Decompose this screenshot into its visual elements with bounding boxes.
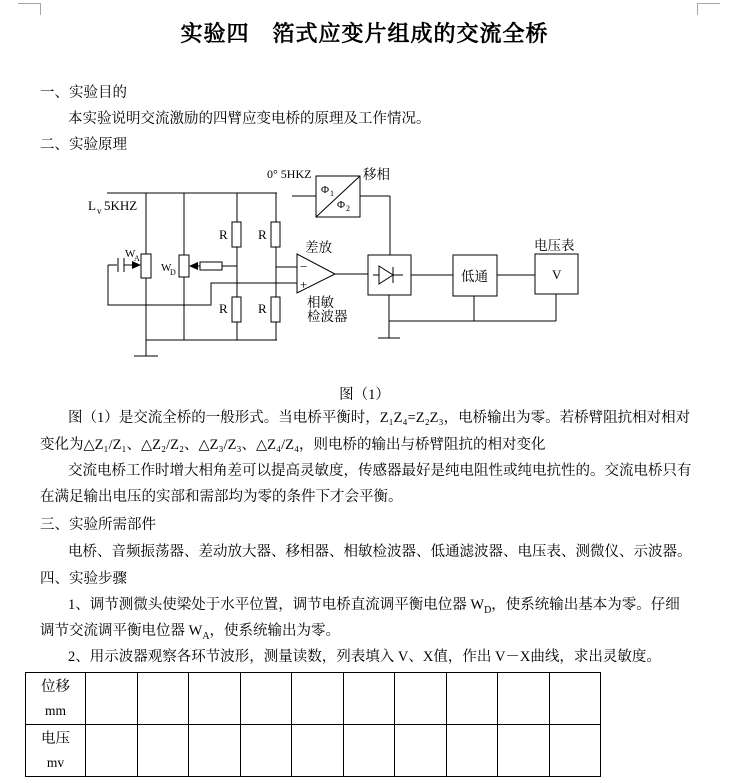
bridge-resistor (258, 297, 280, 322)
table-cell[interactable] (240, 673, 292, 725)
table-row-displacement (26, 673, 601, 725)
step-text: ，使系统输出基本为零。仔细 (491, 597, 680, 613)
table-cell[interactable] (446, 673, 498, 725)
table-cell[interactable] (189, 673, 241, 725)
section-4-heading: 四、实验步骤 (40, 571, 127, 587)
svg-text:低通: 低通 (461, 269, 488, 284)
capacitor-icon (108, 258, 124, 272)
table-cell[interactable] (549, 673, 601, 725)
svg-text:A: A (134, 254, 140, 263)
svg-text:v: v (97, 206, 102, 216)
svg-text:1: 1 (330, 189, 334, 198)
svg-text:检波器: 检波器 (307, 309, 348, 324)
svg-text:+: + (300, 277, 308, 292)
svg-text:相敏: 相敏 (307, 295, 334, 310)
diff-amplifier (297, 240, 368, 324)
table-cell[interactable] (549, 725, 601, 777)
svg-text:电压表: 电压表 (534, 238, 575, 253)
document-title: 实验四 箔式应变片组成的交流全桥 (180, 21, 549, 46)
bridge-output-wires (108, 265, 297, 305)
paragraph-line: 交流电桥工作时增大相角差可以提高灵敏度，传感器最好是纯电阻性或纯电抗性的。交流电桥只有 (68, 463, 692, 479)
row-header-voltage (26, 725, 86, 777)
table-cell[interactable] (395, 725, 447, 777)
row-label: 电压 (41, 730, 70, 747)
section-3-heading: 三、实验所需部件 (40, 517, 156, 533)
table-row-voltage (26, 725, 601, 777)
svg-text:R: R (258, 227, 267, 242)
table-cell[interactable] (240, 725, 292, 777)
subscript: D (484, 604, 492, 616)
svg-text:R: R (219, 227, 228, 242)
bridge-resistor (219, 222, 241, 247)
paragraph-line: 图（1）是交流全桥的一般形式。当电桥平衡时，Z₁Z₄=Z₂Z₃，电桥输出为零。若桥臂阻抗相对相对 (68, 410, 691, 426)
svg-text:R: R (258, 301, 267, 316)
svg-text:L: L (88, 198, 96, 213)
table-cell[interactable] (86, 725, 138, 777)
svg-text:差放: 差放 (305, 240, 332, 255)
svg-text:0° 5HKZ: 0° 5HKZ (267, 167, 312, 181)
table-cell[interactable] (446, 725, 498, 777)
table-cell[interactable] (292, 725, 344, 777)
section-1-body: 本实验说明交流激励的四臂应变电桥的原理及工作情况。 (68, 111, 431, 127)
paragraph-line: 在满足输出电压的实部和需部均为零的条件下才会平衡。 (40, 489, 403, 505)
svg-text:2: 2 (346, 204, 350, 213)
table-cell[interactable] (189, 725, 241, 777)
measurement-table (25, 672, 601, 777)
step-text: ，使系统输出为零。 (209, 623, 341, 639)
section-1-heading: 一、实验目的 (40, 85, 127, 101)
bridge-resistor (219, 297, 241, 322)
table-cell[interactable] (498, 673, 550, 725)
potentiometer-wa (124, 248, 151, 278)
row-unit: mm (44, 702, 66, 718)
svg-text:Φ: Φ (337, 199, 346, 211)
svg-text:D: D (170, 268, 176, 277)
table-cell[interactable] (343, 673, 395, 725)
step-2-line: 2、用示波器观察各环节波形，测量读数，列表填入 V、X值，作出 V－X曲线，求出灵敏度。 (68, 649, 661, 665)
row-label: 位移 (41, 678, 70, 695)
table-cell[interactable] (292, 673, 344, 725)
table-cell[interactable] (498, 725, 550, 777)
source-label (88, 198, 137, 216)
svg-text:V: V (552, 267, 562, 282)
paragraph-line: 变化为△Z₁/Z₁、△Z₂/Z₂、△Z₃/Z₃、△Z₄/Z₄，则电桥的输出与桥臂阻抗的相对变化 (40, 437, 546, 453)
step-1-line-1 (68, 596, 680, 620)
voltmeter (534, 237, 578, 321)
svg-text:Φ: Φ (321, 184, 330, 196)
table-cell[interactable] (137, 725, 189, 777)
lowpass-filter (453, 255, 535, 321)
svg-text:−: − (300, 259, 308, 274)
row-unit: mv (46, 754, 65, 770)
step-text: 1、调节测微头使梁处于水平位置，调节电桥直流调平衡电位器 W (68, 597, 485, 613)
table-cell[interactable] (137, 673, 189, 725)
svg-text:移相: 移相 (363, 167, 390, 182)
section-2-heading: 二、实验原理 (40, 137, 127, 153)
table-cell[interactable] (395, 673, 447, 725)
table-cell[interactable] (343, 725, 395, 777)
figure-caption: 图（1） (339, 387, 390, 403)
svg-text:W: W (125, 248, 136, 260)
step-text: 调节交流调平衡电位器 W (40, 623, 203, 639)
row-header-displacement (26, 673, 86, 725)
svg-text:R: R (219, 301, 228, 316)
bridge-resistor (258, 222, 280, 247)
svg-text:5KHZ: 5KHZ (104, 198, 138, 213)
step-1-line-2 (40, 622, 340, 646)
subscript: A (202, 630, 210, 642)
ground-icon (134, 340, 158, 356)
section-3-body: 电桥、音频振荡器、差动放大器、移相器、相敏检波器、低通滤波器、电压表、测微仪、示波器。 (68, 544, 692, 560)
table-cell[interactable] (86, 673, 138, 725)
svg-text:W: W (161, 262, 172, 274)
potentiometer-wd (161, 255, 237, 277)
